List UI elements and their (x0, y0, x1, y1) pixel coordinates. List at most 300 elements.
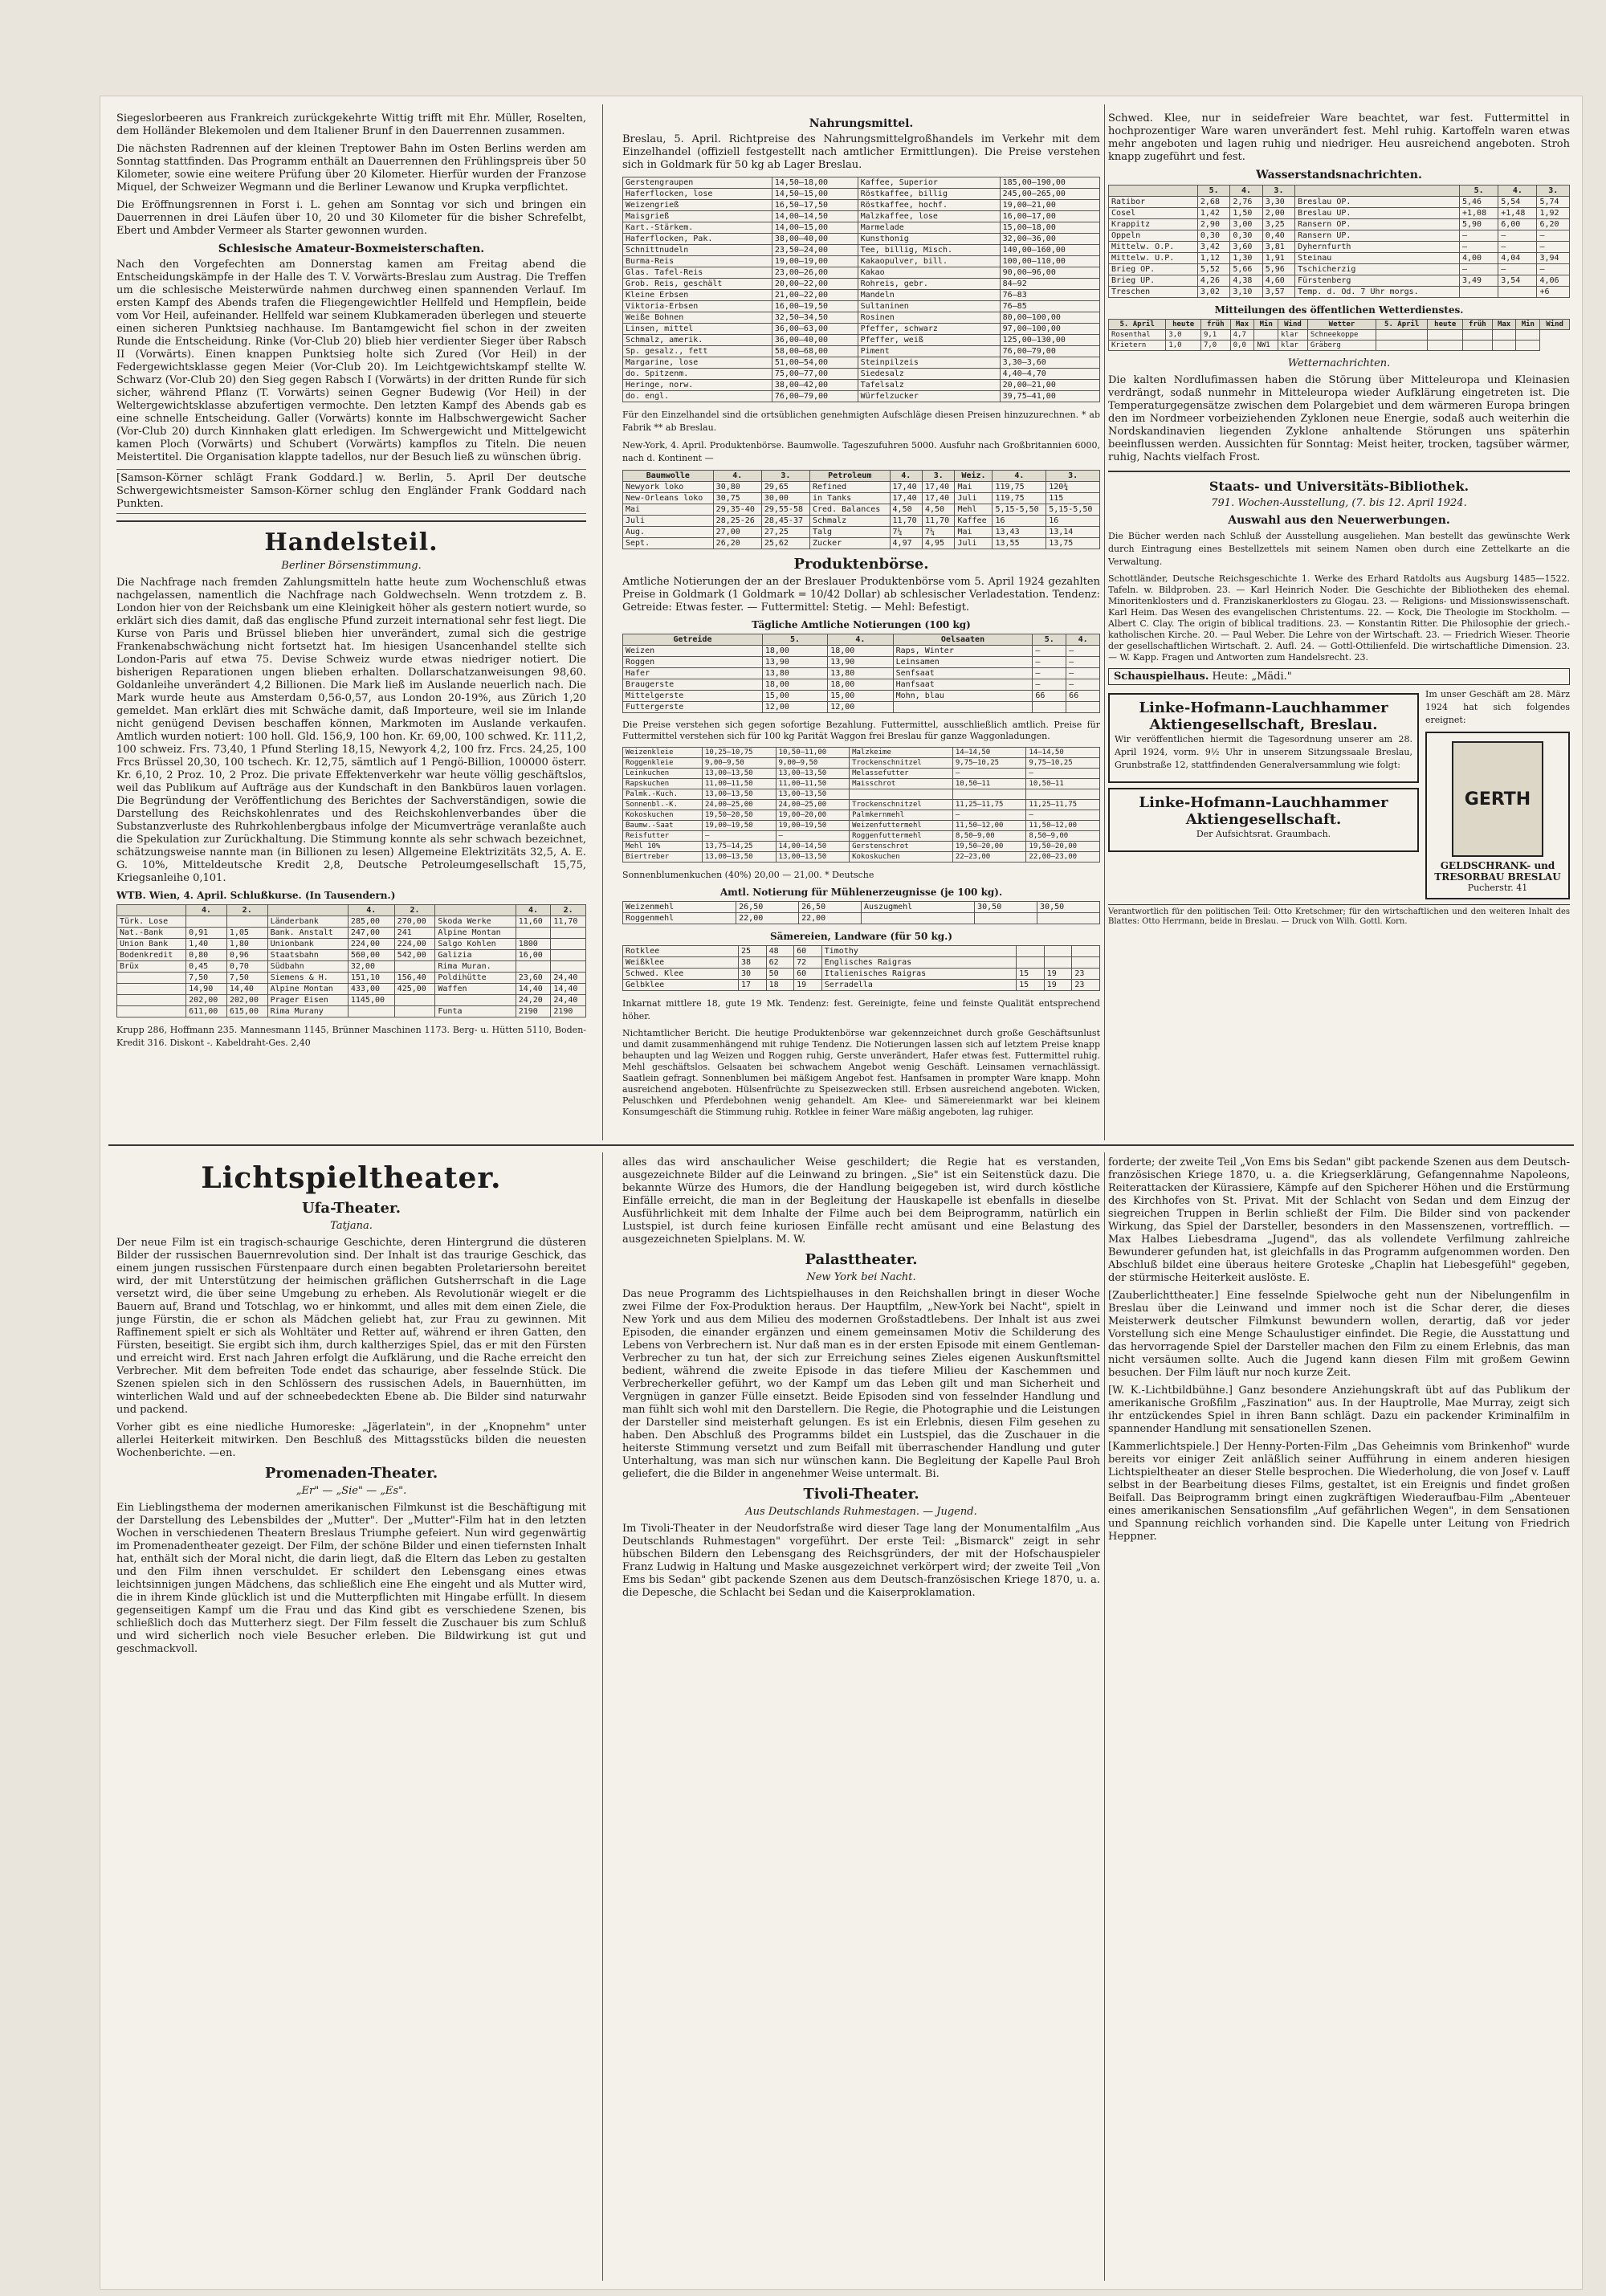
table-cell: 4,50 (890, 504, 922, 516)
table-cell (394, 995, 435, 1006)
table-cell: 38,00—42,00 (772, 380, 858, 391)
table-cell: Siemens & H. (267, 973, 348, 984)
table-cell: 19,00—19,50 (776, 821, 850, 831)
tivoli-title: Tivoli-Theater. (803, 1486, 919, 1503)
table-row (623, 852, 1100, 863)
table-header-cell: heute (1428, 320, 1463, 330)
table-cell: 10,25—10,75 (703, 748, 777, 758)
table-cell: 30,00 (761, 493, 809, 504)
table-cell: — (1026, 769, 1100, 779)
table-cell: 2190 (516, 1006, 551, 1017)
table-cell: 611,00 (186, 1006, 227, 1017)
table-cell: 28,45-37 (761, 516, 809, 527)
table-cell: Senfsaat (893, 668, 1033, 679)
table-cell: Mandeln (858, 290, 1000, 301)
table-row (117, 1006, 586, 1017)
table-cell: 0,40 (1262, 230, 1294, 242)
table-cell: Kokoskuchen (623, 810, 703, 821)
schauspielhaus-program: Heute: „Mädi." (1212, 671, 1292, 683)
table-row (623, 957, 1100, 969)
table-cell: 4,7 (1230, 330, 1254, 341)
table-cell: 17,40 (890, 482, 922, 493)
promenaden-subtitle: „Er" — „Sie" — „Es". (296, 1485, 407, 1497)
table-cell: 7,50 (186, 973, 227, 984)
table-cell: 14,00—15,00 (772, 222, 858, 234)
table-row (623, 657, 1100, 668)
table-cell: 21,00—22,00 (772, 290, 858, 301)
ufa-paragraph: Der neue Film ist ein tragisch-schaurige Geschichte, deren Hintergrund die düsteren Bilder der russischen Bauernrevolution sind. Der Inhalt ist das traurige Geschick, das einem jungen russischen Fürstenpaare durch einen begabten Proletariersohn bereitet wird, der mit Unterstützung der heimischen gräflichen Gutsherrschaft in die Lage versetzt wird, die über seine Umgebung zu erheben. Als Revolutionär wiegelt er die Bauern auf, Brand und Totschlag, wo er hinkommt, und alles mit dem einen Ziele, die junge Fürstin, die er schon als Mädchen geliebt hat, zur Frau zu gewinnen. Mit Raffinement spielt er sich als Wohltäter und Retter auf, während er ihren Gatten, den Fürsten, beseitigt. Sie ergibt sich ihm, durch kaltherziges Spiel, das er mit den Fürsten und erreicht wird. Erst nach Jahren erfolgt die Aufklärung, und die Rache erreicht den Verbrecher. Mit dem befreiten Tode endet das schaurige, aber fesselnde Stück. Die Szenen spielen sich in den Schlössern des russischen Adels, in Bauernhütten, im winterlichen Wald und auf der schneebedeckten Ebene ab. Die Bilder sind naturwahr und packend. (116, 1237, 586, 1416)
table-cell: Kakao (858, 267, 1000, 279)
table-cell: 23 (1072, 969, 1100, 980)
table-cell: 36,00—40,00 (772, 335, 858, 346)
table-cell: 15 (1017, 969, 1045, 980)
table-cell: 7,50 (226, 973, 267, 984)
table-cell (893, 702, 1033, 713)
table-row (623, 748, 1100, 758)
table-cell: 17 (738, 980, 766, 991)
table-row (623, 789, 1100, 800)
table-cell: Salgo Kohlen (435, 939, 516, 950)
table-row (623, 969, 1100, 980)
table-cell: 1,30 (1230, 253, 1262, 264)
table-cell: Haferflocken, Pak. (623, 234, 772, 245)
table-cell: — (952, 769, 1026, 779)
table-cell: 15,00 (762, 691, 827, 702)
table-row (623, 391, 1100, 402)
table-cell: Weizenmehl (623, 902, 736, 913)
table-cell: 247,00 (348, 928, 394, 939)
table-cell (551, 950, 586, 961)
table-cell (1376, 341, 1428, 351)
promenaden-paragraph: Ein Lieblingsthema der modernen amerikanischen Filmkunst ist die Beschäftigung mit der Darstellung des Lebensbildes der „Mutter". Der „Mutter"-Film hat in den letzten Wochen in verschiedenen Theatern Breslaus Triumphe gefeiert. Nun wird gegenwärtig im Promenadentheater gezeigt. Der Film, der schöne Bilder und einen tiefernsten Inhalt hat, enthält sich der Moral nicht, die darin liegt, daß die Eltern das Leben zu gestalten und den Film ihnen verschuldet. Er schildert den Lebensgang eines etwas leichtsinnigen jungen Mädchens, das schließlich eine Ehe eingeht und als Mutter wird, die in ihrem Kinde glücklich ist und die Mutterpflichten mit Hingabe erfüllt. In diesem gegenseitigen Kampf um die Frau und das Kind gibt es verschiedene Szenen, bis schließlich doch das Mutterherz siegt. Der Film fesselt die Zuschauer bis zum Schluß und wird sicherlich noch viele Besucher erleben. Die Bildwirkung ist gut und geschmackvoll. (116, 1502, 586, 1655)
table-cell (1017, 957, 1045, 969)
table-cell: 14,50—15,00 (772, 189, 858, 200)
table-cell: Staatsbahn (267, 950, 348, 961)
table-cell: Sultaninen (858, 301, 1000, 312)
table-cell: 58,00—68,00 (772, 346, 858, 357)
table-header-cell: Baumwolle (623, 471, 714, 482)
table-cell: Roggenmehl (623, 913, 736, 924)
table-row (623, 256, 1100, 267)
table-cell: 119,75 (993, 493, 1046, 504)
table-cell: 19 (1044, 969, 1072, 980)
table-cell: Trockenschnitzel (850, 758, 953, 769)
table-cell: 90,00—96,00 (1000, 267, 1099, 279)
table-cell: Heringe, norw. (623, 380, 772, 391)
table-cell: — (952, 810, 1026, 821)
table-cell: 9,75—10,25 (1026, 758, 1100, 769)
table-cell: Haferflocken, lose (623, 189, 772, 200)
table-cell: Bank. Anstalt (267, 928, 348, 939)
table-cell: 2,76 (1230, 197, 1262, 208)
table-cell: 0,45 (186, 961, 227, 973)
table-cell: Weiße Bohnen (623, 312, 772, 324)
table-cell: 3,0 (1166, 330, 1201, 341)
table-cell: Bodenkredit (117, 950, 186, 961)
table-cell: Breslau OP. (1295, 197, 1460, 208)
table-header-cell: 5. (762, 634, 827, 646)
table-cell: 19,00—21,00 (1000, 200, 1099, 211)
table-row (117, 961, 586, 973)
table-header-cell: 3. (761, 471, 809, 482)
table-cell (1072, 946, 1100, 957)
table-row (117, 995, 586, 1006)
table-cell: 97,00—100,00 (1000, 324, 1099, 335)
table-row (117, 928, 586, 939)
table-cell: Palmk.-Kuch. (623, 789, 703, 800)
table-cell: Margarine, lose (623, 357, 772, 369)
tivoli-continued: forderte; der zweite Teil „Von Ems bis Sedan" gibt packende Szenen aus dem Deutsch-französischen Kriege 1870, u. a. die Kriegserklärung, Gefangennahme Napoleons, Reiterattacken der Kürassiere, Kämpfe auf den Spicherer Höhen und die Erstürmung des Kirchhofes von St. Privat. Mit der Schlacht von Sedan und dem Einzug der siegreichen Truppen in Berlin schließt der Film. Die Bilder sind von packender Wirkung, das Spiel der Darsteller, besonders in den Massenszenen, vortrefflich. — Max Halbes Liebesdrama „Jugend", das als vollendete Verfilmung zahlreiche Bewunderer gefunden hat, ist gleichfalls in das Programm aufgenommen worden. Den Abschluß bildet eine überaus heitere Groteske „Chaplin hat Liebesgefühl" gegeben, der stürmische Heiterkeit auslöste. E. (1108, 1156, 1570, 1284)
table-cell: Schmalz (809, 516, 890, 527)
table-cell: — (1026, 810, 1100, 821)
table-cell: Mittelw. U.P. (1109, 253, 1198, 264)
table-header-cell: früh (1463, 320, 1493, 330)
table-row (623, 842, 1100, 852)
table-row (623, 324, 1100, 335)
table-cell: Malzkaffee, lose (858, 211, 1000, 222)
table-cell: Steinau (1295, 253, 1460, 264)
boerse-paragraph: Die Nachfrage nach fremden Zahlungsmitteln hatte heute zum Wochenschluß etwas nachgelassen, namentlich die Nachfrage nach Goldwechseln. Wenn trotzdem z. B. London hier von der Reichsbank um eine Kleinigkeit höher als gestern notiert wurde, so erklärt sich dies damit, daß das englische Pfund zurzeit international sehr fest liegt. Die Kurse von Paris und Brüssel blieben hier unverändert, zumal sich die gestrige Frankenabschwächung nicht fortsetzt hat. Im hiesigen Usancenhandel stellte sich London-Paris auf etwa 75. Devise Schweiz wurde etwas niedriger notiert. Die bisherigen Reparationen ungen blieben erhalten. Dollarschatzanweisungen 98,60. Goldanleihe unverändert 4,2 Billionen. Die Mark ließ im Auslande neuerlich nach. Die Mark wurde heute aus Amsterdam 0,56-0,57, aus London 20-19%, aus Zürich 1,20 gemeldet. Man erklärt dies mit Schwäche damit, daß Importeure, weil sie im Inlande nicht genügend Devisen beschaffen können, Markmoten im Auslande verkaufen. Amtlich wurden notiert: 100 holl. Gld. 156,9, 100 hon. Kr. 69,00, 100 schwed. Kr. 111,2, 100 schweiz. Frs. 73,40, 1 Pfund Sterling 18,15, Newyork 4,2, 100 frz. Frcs. 24,25, 100 Frcs Brüssel 20,30, 100 tschech. Kr. 12,75, sämtlich auf 1 Pengö-Billion, 100000 österr. Kr. 6,10, 2 Proz. 10, 2 Proz. Die private Effektenverkehr war heute völlig geschäftslos, weil das Publikum auf Aufträge aus der Kundschaft in den Bankbüros lauen vorlagen. Die Begründung der Veröffentlichung des Berichtes der Sachverständigen, sowie die Darstellung des Reichskohlenrates und des Reichskohlenverbandes über die Substanzverluste des Ruhrkohlenbergbaus infolge der Micumverträge veranlaßte auch die Spekulation zur Zurückhaltung. Die Stimmung konnte als sehr schwach bezeichnet, schätzungsweise nannte man (in Billionen zu lesen) Allgemeine Elektrizitäts 32,5, A. E. G. 10%, Mitteldeutsche Kredit 2,8, Deutsche Petroleumgesellschaft 15,75, Kriegsanleihe 0,101. (116, 577, 586, 884)
table-cell: 17,40 (890, 493, 922, 504)
table-cell: 5,96 (1262, 264, 1294, 275)
table-cell: 22,00 (799, 913, 862, 924)
table-cell (1066, 702, 1100, 713)
saemereien-table (622, 945, 1100, 991)
table-cell: 15,00—18,00 (1000, 222, 1099, 234)
table-row (623, 290, 1100, 301)
table-cell: 245,00—265,00 (1000, 189, 1099, 200)
ufa-paragraph-2: Vorher gibt es eine niedliche Humoreske: „Jägerlatein", in der „Knopnehm" unter allerlei Heiterkeit mitwirken. Den Beschluß des Mittagsstücks bilden die neuesten Wochenberichte. —en. (116, 1421, 586, 1459)
ad-text: Wir veröffentlichen hiermit die Tagesordnung unserer am 28. April 1924, vorm. 9½ Uhr in unserem Sitzungssaale Breslau, Grunbstraße 12, stattfindenden Generalversammlung wie folgt: (1115, 734, 1412, 770)
table-cell: 3,30 (1262, 197, 1294, 208)
table-cell: 16,50—17,50 (772, 200, 858, 211)
library-list: Schottländer, Deutsche Reichsgeschichte 1. Werke des Erhard Ratdolts aus Augsburg 1485—1522. Tafeln. w. Bildproben. 23. — Karl Heinrich Noder. Die Geschichte der Bibliotheken des ehemal. Minoritenklosters und d. Franziskanerklosters zu Glogau. 23. — Religions- und Missionswissenschaft. Karl Heim. Das Wesen des evangelischen Christentums. 22. — Kock, Die Theologie im Stockholm. — Albert C. Clay. The origin of biblical traditions. 23. — Konstantin Ritter. Die Philosophie der griech.-katholischen Kirche. 20. — Paul Weber. Die Lehre von der Wirtschaft. 23. — Friedrich Wieser. Theorie der gesellschaftlichen Wirtschaft. 2. Aufl. 24. — Gottl-Ottilienfeld. Die wirtschaftliche Dimension. 23. — W. Kapp. Fragen und Antworten zum Handelsrecht. 23. (1108, 573, 1570, 663)
table-cell: Schnittnudeln (623, 245, 772, 256)
table-header-cell: 2. (394, 905, 435, 916)
table-cell: Mai (955, 482, 993, 493)
table-cell: NW1 (1254, 341, 1278, 351)
table-cell: Rima Muran. (435, 961, 516, 973)
wasserstand-table (1108, 185, 1570, 298)
table-cell: Raps, Winter (893, 646, 1033, 657)
table-cell: 7,0 (1200, 341, 1230, 351)
table-cell: 48 (766, 946, 794, 957)
table-cell: 7¼ (890, 527, 922, 538)
table-cell: Weißklee (623, 957, 739, 969)
table-cell (1044, 957, 1072, 969)
table-cell (1026, 789, 1100, 800)
wien-caption: WTB. Wien, 4. April. Schlußkurse. (In Tausendern.) (116, 890, 396, 901)
table-cell: 151,10 (348, 973, 394, 984)
table-row (623, 301, 1100, 312)
table-cell: 11,00—11,50 (776, 779, 850, 789)
table-cell: 14,00—14,50 (772, 211, 858, 222)
table-row (623, 702, 1100, 713)
table-cell: 3,81 (1262, 242, 1294, 253)
table-cell (226, 916, 267, 928)
table-cell: Schmalz, amerik. (623, 335, 772, 346)
table-cell (435, 995, 516, 1006)
table-cell: 30,75 (713, 493, 761, 504)
table-row (623, 200, 1100, 211)
table-cell: 14,40 (226, 984, 267, 995)
table-cell: Sp. gesalz., fett (623, 346, 772, 357)
table-cell: 30 (738, 969, 766, 980)
table-cell: — (1459, 230, 1498, 242)
table-cell: Treschen (1109, 287, 1198, 298)
table-cell: Mittelw. O.P. (1109, 242, 1198, 253)
table-cell (1044, 946, 1072, 957)
table-cell: 5,15-5,50 (1046, 504, 1100, 516)
library-subtitle: 791. Wochen-Ausstellung, (7. bis 12. April 1924. (1211, 497, 1467, 509)
ufa-title: Ufa-Theater. (301, 1200, 402, 1217)
ads-row (1108, 688, 1570, 904)
table-header-cell: 4. (890, 471, 922, 482)
table-cell: Timothy (821, 946, 1016, 957)
table-cell: 38 (738, 957, 766, 969)
table-cell: 27,00 (713, 527, 761, 538)
table-cell: Galizia (435, 950, 516, 961)
table-header-cell: 5. (1459, 186, 1498, 197)
table-row (117, 973, 586, 984)
table-cell: 24,00—25,00 (703, 800, 777, 810)
table-cell: 15,00 (828, 691, 893, 702)
table-cell: Poldihütte (435, 973, 516, 984)
table-cell: klar (1278, 330, 1308, 341)
table-cell: Grob. Reis, geschält (623, 279, 772, 290)
table-cell: Ratibor (1109, 197, 1198, 208)
ad-title: Linke-Hofmann-Lauchhammer Aktiengesellschaft, Breslau. (1139, 699, 1388, 733)
table-cell (117, 995, 186, 1006)
table-cell: Hanfsaat (893, 679, 1033, 691)
table-row (623, 493, 1100, 504)
table-cell: Rohreis, gebr. (858, 279, 1000, 290)
table-cell (1492, 341, 1516, 351)
table-cell: 24,40 (551, 973, 586, 984)
table-header-cell: Min (1516, 320, 1540, 330)
table-cell: 2190 (551, 1006, 586, 1017)
table-cell: 14—14,50 (1026, 748, 1100, 758)
zauber-paragraph: [Zauberlichttheater.] Eine fesselnde Spielwoche geht nun der Nibelungenfilm in Breslau über die Leinwand und immer noch ist die Schar derer, die dieses Meisterwerk deutscher Filmkunst bewundern wollen, derartig, daß vor jeder Vorstellung sich eine Menge Schaulustiger einfindet. Die Regie, die Ausstattung und das hervorragende Spiel der Darsteller machen den Film zu einem Erlebnis, das man nicht versäumen sollte. Auch die Jugend kann diesen Film mit großem Gewinn besuchen. Der Film läuft nur noch kurze Zeit. (1108, 1290, 1570, 1379)
wasserstand-header-row (1109, 186, 1570, 197)
table-row (623, 538, 1100, 549)
table-cell: 2,00 (1262, 208, 1294, 219)
table-cell: Melassefutter (850, 769, 953, 779)
table-cell: Roggenkleie (623, 758, 703, 769)
column-3-top (1108, 112, 1570, 1144)
table-row (623, 646, 1100, 657)
table-header-cell: 5. (1197, 186, 1229, 197)
table-cell (117, 1006, 186, 1017)
table-row (1109, 264, 1570, 275)
sports-paragraph-1: Siegeslorbeeren aus Frankreich zurückgekehrte Wittig trifft mit Ehr. Müller, Roselten, dem Holländer Blekemolen und dem Italiener Brunf in den Dauerrennen zusammen. (116, 112, 586, 137)
table-header-cell: 4. (1066, 634, 1100, 646)
table-cell: 156,40 (394, 973, 435, 984)
table-cell: Weizen (623, 646, 763, 657)
table-cell: 14,00—14,50 (776, 842, 850, 852)
table-header-cell: Oelsaaten (893, 634, 1033, 646)
table-cell: Juli (623, 516, 714, 527)
table-cell: — (1498, 242, 1537, 253)
table-cell: Maisgrieß (623, 211, 772, 222)
table-cell: 13,00—13,50 (776, 769, 850, 779)
table-cell: 119,75 (993, 482, 1046, 493)
table-cell (975, 913, 1037, 924)
table-cell: 11,50—12,00 (1026, 821, 1100, 831)
ad-title: Linke-Hofmann-Lauchhammer Aktiengesellschaft. (1139, 794, 1388, 828)
table-header-cell: 4. (348, 905, 394, 916)
column-3-lower (1108, 1156, 1570, 2281)
table-cell: 3,60 (1230, 242, 1262, 253)
table-cell: Brieg OP. (1109, 264, 1198, 275)
table-cell: Mai (623, 504, 714, 516)
table-cell: 24,20 (516, 995, 551, 1006)
table-cell: 13,00—13,50 (776, 789, 850, 800)
table-cell: 15 (1017, 980, 1045, 991)
table-header-cell: Getreide (623, 634, 763, 646)
table-cell: 13,55 (993, 538, 1046, 549)
table-header-cell (1109, 186, 1198, 197)
table-cell: Viktoria-Erbsen (623, 301, 772, 312)
table-cell: 241 (394, 928, 435, 939)
table-cell: Roggenfuttermehl (850, 831, 953, 842)
table-cell: Hafer (623, 668, 763, 679)
table-header-cell: 4. (1498, 186, 1537, 197)
table-header-cell: 4. (993, 471, 1046, 482)
promenaden-title: Promenaden-Theater. (264, 1465, 438, 1482)
table-cell: 18 (766, 980, 794, 991)
table-cell: Ransern OP. (1295, 219, 1460, 230)
lichtspiel-title: Lichtspieltheater. (201, 1161, 502, 1195)
table-cell (551, 939, 586, 950)
table-cell: Waffen (435, 984, 516, 995)
table-cell: 4,60 (1262, 275, 1294, 287)
table-cell: Fürstenberg (1295, 275, 1460, 287)
table-cell: 19,00—19,00 (772, 256, 858, 267)
table-cell (1017, 946, 1045, 957)
table-header-cell: 3. (1537, 186, 1570, 197)
table-cell: Kaffee, Superior (858, 177, 1000, 189)
wetter-paragraph: Die kalten Nordlufimassen haben die Störung über Mitteleuropa und Kleinasien verdrängt, sodaß nunmehr in Mitteleuropa wieder Aufklärung eingetreten ist. Die Temperaturgegensätze zwischen dem Polargebiet und dem wärmeren Europa bringen den im Nordmeer vorbeiziehenden Zyklonen neue Energie, sodaß auch weiterhin die Nordskandinavien liegenden Zyklone anhaltende Störungen uns späterhin beeinflussen werden. Aussichten für Sonntag: Meist heiter, trocken, tagsüber wärmer, ruhig, Nachts vielfach Frost. (1108, 374, 1570, 463)
table-cell: 22,00—23,00 (1026, 852, 1100, 863)
table-cell: 39,75—41,00 (1000, 391, 1099, 402)
table-header-cell: 2. (226, 905, 267, 916)
table-row (623, 222, 1100, 234)
table-cell: 542,00 (394, 950, 435, 961)
table-cell (516, 928, 551, 939)
table-header-cell: Wetter (1307, 320, 1376, 330)
table-cell (1033, 702, 1066, 713)
table-cell: Mai (955, 527, 993, 538)
table-header-cell: 3. (923, 471, 955, 482)
table-cell: — (1066, 646, 1100, 657)
wien-table (116, 904, 586, 1017)
table-cell: 5,66 (1230, 264, 1262, 275)
table-cell (861, 913, 974, 924)
futter-note: Sonnenblumenkuchen (40%) 20,00 — 21,00. * Deutsche (622, 870, 874, 880)
table-cell: Gelbklee (623, 980, 739, 991)
table-row (623, 245, 1100, 256)
futter-paragraph: Die Preise verstehen sich gegen sofortige Bezahlung. Futtermittel, ausschließlich amtlich. Preise für Futtermittel verstehen sich für 100 kg Parität Waggon frei Breslau für ganze Waggonladungen. (622, 720, 1100, 741)
table-cell: 19 (794, 980, 822, 991)
column-1-lower (116, 1156, 586, 2281)
table-cell: 0,80 (186, 950, 227, 961)
table-cell: 6,20 (1537, 219, 1570, 230)
table-row (623, 527, 1100, 538)
linke-hofmann-ad-2 (1108, 788, 1419, 852)
table-cell: 3,57 (1262, 287, 1294, 298)
palast-paragraph: Das neue Programm des Lichtspielhauses in den Reichshallen bringt in dieser Woche zwei Filme der Fox-Produktion heraus. Der Hauptfilm, „New-York bei Nacht", spielt in New York und aus dem Milieu des modernen Großstadtlebens. Der Inhalt ist aus zwei Episoden, die einander ergänzen und einem gemeinsamen Motiv die Schilderung des Lebens von Verbrechern ist. Nur daß man es in der ersten Episode mit einem Gentleman-Verbrecher zu tun hat, der sich zur Erreichung seines Zieles eigenen Auskunftsmittel bedient, während die zweite Episode in das tiefere Milieu der Kaschemmen und Verbrecherkeller geführt, wo der Kampf um das Leben gilt und man Sicherheit und Vergnügen in ganzer Fülle einsetzt. Beide Episoden sind von fesselnder Handlung und man fühlt sich wohl mit den Darstellern. Die Regie, die Photographie und die Leistungen der Darsteller sind meisterhaft gelungen. Es ist ein Erlebnis, diesen Film gesehen zu haben. Den Abschluß des Programms bildet ein Lustspiel, das die Zuschauer in die heiterste Stimmung versetzt und zum Beifall mit überraschender Handlung und guter Unterhaltung, was man sich nur wünschen kann. Die Begleitung der Kapelle Paul Broh geliefert, die die Bilder in angenehmer Weise untermalt. Bi. (622, 1288, 1100, 1480)
table-cell: 62 (766, 957, 794, 969)
table-cell: Alpine Montan (267, 984, 348, 995)
table-cell: Cosel (1109, 208, 1198, 219)
library-title: Staats- und Universitäts-Bibliothek. (1209, 479, 1469, 494)
table-cell: Juli (955, 538, 993, 549)
table-cell: 4,04 (1498, 253, 1537, 264)
table-row (623, 369, 1100, 380)
table-cell: 36,00—63,00 (772, 324, 858, 335)
table-cell: 32,00—36,00 (1000, 234, 1099, 245)
table-header-cell: früh (1200, 320, 1230, 330)
handelsteil-subtitle: Berliner Börsenstimmung. (281, 560, 422, 572)
table-cell: 0,30 (1197, 230, 1229, 242)
table-cell: Auszugmehl (861, 902, 974, 913)
gerth-address: Pucherstr. 41 (1467, 883, 1528, 893)
section-divider (1108, 471, 1570, 472)
table-cell: do. engl. (623, 391, 772, 402)
table-row (623, 312, 1100, 324)
table-header-cell: Max (1492, 320, 1516, 330)
table-cell: Rima Murany (267, 1006, 348, 1017)
table-cell: 3,02 (1197, 287, 1229, 298)
table-cell: 29,35-40 (713, 504, 761, 516)
table-cell: 425,00 (394, 984, 435, 995)
wetter-title: Mitteilungen des öffentlichen Wetterdienstes. (1214, 304, 1464, 316)
table-header-cell: 2. (551, 905, 586, 916)
table-cell (516, 961, 551, 973)
market-continued: Schwed. Klee, nur in seidefreier Ware beachtet, war fest. Futtermittel in hochprozentiger Ware waren unverändert fest. Mehl ruhig. Kartoffeln waren etwas mehr angeboten und lagen ruhig und niedriger. Heu ausreichend angeboten. Stroh knapp zugeführt und fest. (1108, 112, 1570, 163)
table-cell: — (1459, 264, 1498, 275)
ads-right (1425, 688, 1570, 904)
table-cell: 76—83 (1000, 290, 1099, 301)
table-row (623, 902, 1100, 913)
page-rule (108, 1144, 1574, 1146)
table-cell: 224,00 (348, 939, 394, 950)
table-cell: 0,0 (1230, 341, 1254, 351)
table-cell: — (1498, 264, 1537, 275)
table-cell: 26,50 (736, 902, 799, 913)
table-cell: 18,00 (828, 646, 893, 657)
sports-paragraph-3: Die Eröffnungsrennen in Forst i. L. gehen am Sonntag vor sich und bringen ein Dauerrennen in drei Läufen über 10, 20 und 30 Kilometer für die bisher Schrefelbt, Ebert und Ambder Vermeer als Starter gewonnen wurden. (116, 199, 586, 237)
table-cell: 1,05 (226, 928, 267, 939)
table-row (623, 769, 1100, 779)
column-rule (602, 104, 603, 1140)
table-cell: Südbahn (267, 961, 348, 973)
table-cell: Weizengrieß (623, 200, 772, 211)
table-cell: 23,60 (516, 973, 551, 984)
table-cell: 76,00—79,00 (772, 391, 858, 402)
table-cell: 5,46 (1459, 197, 1498, 208)
table-cell: 9,00—9,50 (703, 758, 777, 769)
library-subtitle-2: Auswahl aus den Neuerwerbungen. (1228, 514, 1450, 527)
table-cell: New-Orleans loko (623, 493, 714, 504)
table-cell: 19,00—20,00 (776, 810, 850, 821)
table-cell: Gräberg (1307, 341, 1376, 351)
table-row (623, 279, 1100, 290)
table-cell: 28,25-26 (713, 516, 761, 527)
table-cell: 100,00—110,00 (1000, 256, 1099, 267)
table-cell: 8,50—9,00 (952, 831, 1026, 842)
